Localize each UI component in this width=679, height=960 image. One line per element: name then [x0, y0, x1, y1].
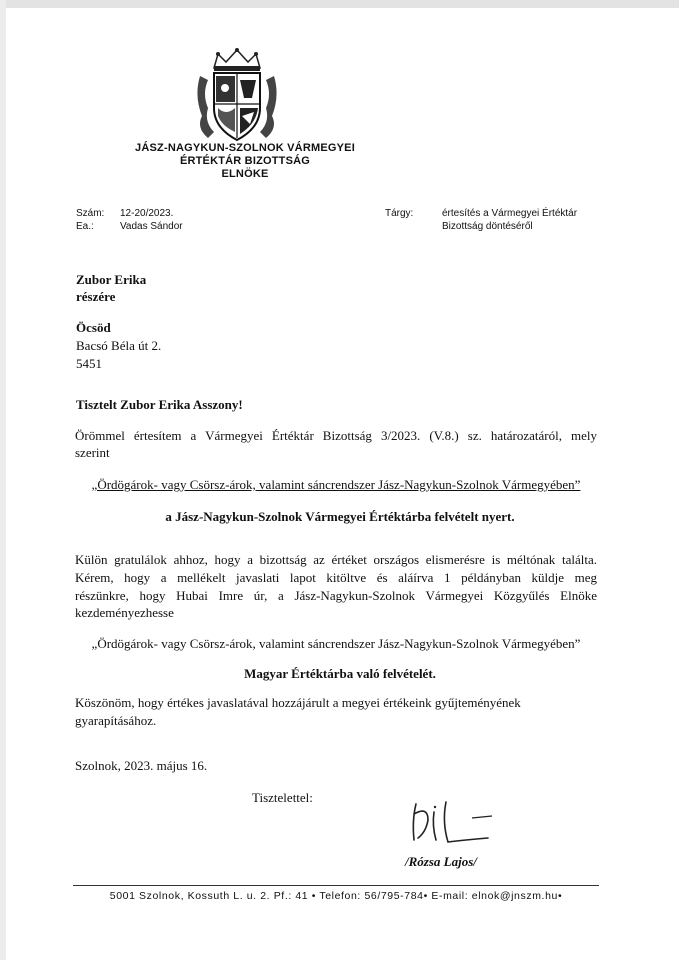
item-title: „Ördögárok- vagy Csörsz-árok, valamint sáncrendszer Jász-Nagykun-Szolnok Vármegyében”: [91, 477, 581, 492]
recipient-for: részére: [76, 289, 116, 304]
ea-value: Vadas Sándor: [120, 221, 183, 232]
szam-label: Szám:: [76, 208, 105, 219]
targy-label: Tárgy:: [385, 208, 414, 219]
recipient-city: Öcsöd: [76, 320, 111, 335]
footer-contact: 5001 Szolnok, Kossuth L. u. 2. Pf.: 41 • Telefon: 56/795-784• E-mail: elnok@jnszm.hu•: [109, 890, 563, 902]
paragraph-2-line-3: részünkre, hogy Hubai Imre úr, a Jász-Nagykun-Szolnok Vármegyei Közgyűlés Elnöke: [75, 588, 597, 603]
szam-value: 12-20/2023.: [120, 208, 174, 219]
footer-divider: [73, 885, 599, 886]
paragraph-2-line-1: Külön gratulálok ahhoz, hogy a bizottság az értéket országos elismerésre is méltónak találta.: [75, 552, 597, 567]
scan-left-edge: [0, 0, 6, 960]
result-1: a Jász-Nagykun-Szolnok Vármegyei Értéktárba felvételt nyert.: [165, 509, 515, 524]
paragraph-3-line-2: gyarapításához.: [75, 713, 157, 728]
scan-top-edge: [0, 0, 679, 8]
signature-icon: [402, 798, 502, 848]
header-line-2: ÉRTÉKTÁR BIZOTTSÁG: [179, 155, 311, 167]
salutation: Tisztelt Zubor Erika Asszony!: [76, 397, 243, 412]
paragraph-2-line-2: Kérem, hogy a mellékelt javaslati lapot kitöltve és aláírva 1 példányban küldje meg: [75, 570, 597, 585]
place-date: Szolnok, 2023. május 16.: [75, 758, 208, 773]
coat-of-arms-icon: [192, 46, 282, 146]
header-line-3: ELNÖKE: [221, 168, 269, 180]
paragraph-1-line-2: szerint: [75, 445, 110, 460]
paragraph-2-line-4: kezdeményezhesse: [75, 605, 174, 620]
result-2: Magyar Értéktárba való felvételét.: [244, 666, 436, 681]
targy-line-2: Bizottság döntéséről: [442, 221, 533, 232]
paragraph-1-line-1: Örömmel értesítem a Vármegyei Értéktár Bizottság 3/2023. (V.8.) sz. határozatáról, mely: [75, 428, 597, 443]
recipient-name: Zubor Erika: [76, 272, 147, 287]
paragraph-3-line-1: Köszönöm, hogy értékes javaslatával hozzájárult a megyei értékeink gyűjteményének: [75, 695, 521, 710]
item-title-2: „Ördögárok- vagy Csörsz-árok, valamint sáncrendszer Jász-Nagykun-Szolnok Vármegyében”: [91, 636, 581, 651]
ea-label: Ea.:: [76, 221, 94, 232]
signer-name: /Rózsa Lajos/: [405, 854, 477, 869]
recipient-zip: 5451: [76, 356, 102, 371]
header-line-1: JÁSZ-NAGYKUN-SZOLNOK VÁRMEGYEI: [135, 142, 355, 154]
targy-line-1: értesítés a Vármegyei Értéktár: [442, 208, 578, 219]
closing: Tisztelettel:: [252, 790, 313, 805]
recipient-street: Bacsó Béla út 2.: [76, 338, 162, 353]
